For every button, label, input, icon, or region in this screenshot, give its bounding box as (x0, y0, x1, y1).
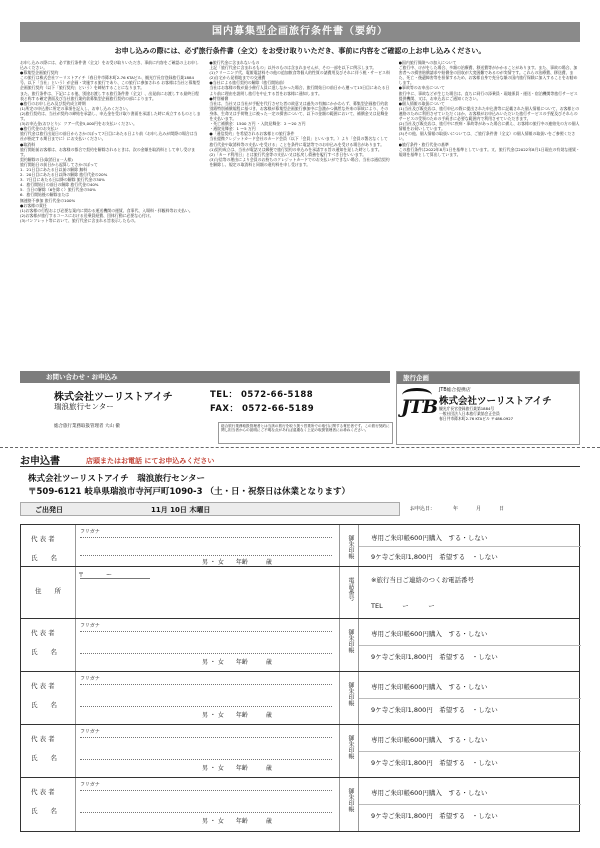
terms-paragraph: (3)パンフレット等において、旅行代金に含まれる旨表示したもの。 (20, 217, 138, 223)
terms-paragraph: ●国内旅行保険への加入について (398, 60, 457, 65)
table-row: 代 表 者 氏 名 フリガナ 男 ・ 女 年齢 歳 御朱印帳 専用ご朱印帳600円購入 する・しない 9ケ寺ご朱印1,800円 希望する ・しない (21, 725, 579, 778)
name-field[interactable]: フリガナ 男 ・ 女 年齢 歳 (76, 525, 339, 566)
tel-number[interactable]: 0572-66-5188 (241, 390, 314, 400)
terms-paragraph: (1)クリーニング代、電報電話料その他の追加飲食等個人的性質の諸費用及びそれに伴う税・サービス料 (209, 70, 390, 76)
terms-paragraph: また、旅行条件は、下記による他、別途お渡しする旅行条件書（全文）、出発前にお渡しする最終日程表と称する確定書面及び当社旅行業約款募集型企画旅行契約の部によります。 (20, 90, 199, 101)
name-field[interactable]: フリガナ 男 ・ 女 年齢 歳 (76, 672, 339, 724)
terms-paragraph: 上記「旅行代金に含まれるもの」以外のものは含まれませんが、その一部を以下に例示します。 (209, 65, 377, 71)
application-table (20, 524, 580, 832)
jtb-logo-icon: JTB (399, 386, 433, 416)
planner-box (396, 371, 580, 445)
departure-date: 11月 10日 木曜日 (151, 506, 211, 514)
contact-branch: 瑞浪旅行センター (54, 402, 114, 411)
name-field[interactable]: フリガナ 男 ・ 女 年齢 歳 (76, 619, 339, 671)
terms-paragraph: 旅行中に、事故などが生じた場合は、直ちに同行の添乗員・現地係員・運送・宿泊機関等旅行サービス提供機関、又は、お申込店にご通知ください。 (398, 90, 578, 101)
manager-text: 総合旅行業務取扱管理者 大山 徹 (54, 424, 120, 429)
terms-paragraph: ●個人情報の取扱について (398, 100, 445, 106)
address-field[interactable]: 〒 ー (76, 567, 339, 618)
terms-paragraph: 2．20日目にあたる日以降の解除 旅行代金の20% (20, 172, 108, 178)
fax-number: 0572-66-5189 (241, 404, 315, 414)
terms-paragraph: ●募集型企画旅行契約 (20, 70, 59, 76)
terms-paragraph: 旅行開始前お客様は、お客様の都合で契約を解除されるときは、次の金額を取消料として申し受けます。 (20, 146, 196, 157)
terms-paragraph: (1)契約成立は、当社が電話又は郵便で旅行契約の申込みを承諾する旨の通知を発した時とします。 (209, 146, 382, 152)
contact-bar: お問い合わせ・お申込み (20, 371, 390, 383)
terms-paragraph: (3)与信等の理由により会員のお持ちのクレジットカードでのお支払いができない場合、当社は通信契約を解除し、規定の取消料と同額の違約料を申し受けます。 (209, 156, 390, 167)
form-address: 〒509-6121 岐阜県瑞浪市寺河戸町1090-3 （土・日・祝祭日は休業となります） (28, 487, 350, 497)
terms-paragraph: ●旅行条件・旅行代金の基準 (398, 141, 449, 147)
terms-paragraph: 契約解除の日(取消日)(一人様) (20, 156, 73, 162)
terms-paragraph: ご旅行中、けがをした場合、多額の治療費、移送費等がかかることがあります。また、事故の場合、加害者への損害賠償請求や賠償金の回収が大変困難であるのが実情です。これらの治療費、移送費、また、死亡・後遺障害等を担保するため、お客様自身で充分な額の国内旅行保険に加入することをお勧めします。 (398, 65, 578, 86)
table-row: 代 表 者 氏 名 フリガナ 男 ・ 女 年齢 歳 御朱印帳 専用ご朱印帳600円購入 する・しない 9ケ寺ご朱印1,800円 希望する ・しない (21, 778, 579, 831)
terms-paragraph: (2)お客様が旅行するコースにおける送乗員経費、団体行動に必要な心付け。 (20, 212, 154, 218)
cut-line (0, 447, 600, 448)
contact-tel[interactable] (210, 388, 313, 400)
terms-paragraph: ●旅行代金のお支払い (20, 126, 59, 132)
terms-paragraph: (3)お申込金(おひとり)：ツアー代金5,000円をお支払いください。 (20, 121, 137, 127)
planner-bar: 旅行企画 (397, 372, 579, 384)
terms-column-1 (20, 60, 201, 370)
terms-paragraph: この旅行は株式会社ツーリストアイチ（春日井市篠木町2-76 KTAビル、観光庁長官登録旅行業1884号、以下「当社」という）が企画・実施する旅行であり、この旅行に参加される お客様は当社と募集型企画旅行契約（以下「旅行契約」という）を締結することになります。 (20, 75, 201, 91)
terms-paragraph: ●「通信契約」を希望されるお客様との旅行条件 (209, 131, 295, 137)
table-row: 代 表 者 氏 名 フリガナ 男 ・ 女 年齢 歳 御朱印帳 専用ご朱印帳600円購入 する・しない 9ケ寺ご朱印1,800円 希望する ・しない (21, 619, 579, 672)
terms-section (20, 60, 580, 370)
terms-paragraph: ●当社による旅行契約の解除（旅行開始前） (209, 80, 287, 86)
terms-paragraph: ●旅行のお申し込み及び契約成立時期 (20, 100, 86, 106)
terms-paragraph: (1)お客様の行程および必要な案内に関わる運送機関の運賃、食事代、入場料・拝観料等お支払い。 (20, 207, 193, 213)
form-company: 株式会社ツーリストアイチ 瑞浪旅行センター (28, 474, 205, 484)
terms-paragraph: 旅行代金は旅行出発日の前日からさかのぼって7日目にあたる日より前（お申し込みが間際の場合は当社が指定する期日までに）にお支払いください。 (20, 131, 198, 142)
terms-paragraph: (3)その他、個人情報の取扱いについては、ご旅行条件書（全文）の個人情報の取扱いをご参照ください。 (398, 131, 576, 142)
contact-fax (210, 402, 314, 414)
table-row: 代 表 者 氏 名 フリガナ 男 ・ 女 年齢 歳 御朱印帳 専用ご朱印帳600円購入 する・しない 9ケ寺ご朱印1,800円 希望する ・しない (21, 525, 579, 567)
terms-paragraph: この旅行条件は2022年8月1日を基準としています。又、旅行代金は2022年8月1日現在の有効な運賃・規則を基準として算出しています。 (398, 146, 580, 157)
terms-paragraph: 3．7日目にあたる日以降の解除 旅行代金の30% (20, 177, 105, 183)
notice-text: お申し込みの際には、必ず旅行条件書（全文）をお受け取りいただき、事前に内容をご確認の上お申し込みください。 (114, 47, 486, 55)
name-field[interactable]: フリガナ 男 ・ 女 年齢 歳 (76, 778, 339, 831)
license-note: 総合旅行業務取扱管理者とは当該の旅行を取り扱う営業所での取引に関する責任者です。この旅行契約に関し担当者からの説明にご不明な点があれば遠慮なく上記の取扱管理者にお尋ねください。 (218, 422, 393, 444)
terms-paragraph: ・死亡補償金：1500 万円 ・入院見舞金：2 〜20 万円 (209, 121, 306, 127)
terms-paragraph: (1)当社及び販売店は、旅行申込の際に提出された申込書等に記載された個人情報について、お客様との連絡のために利用させていただくほか、お客様がお申込みいただいた旅行サービスの手配及びそれらのサービスの受領のための手続きに必要な範囲内で利用させていただきます。 (398, 105, 580, 122)
terms-paragraph: ●お客様の責任 (20, 202, 47, 208)
form-subtitle: 店頭またはお電話 にてお申込みください (86, 457, 215, 465)
terms-paragraph: ・通院見舞金：1 〜5 万円 (209, 126, 256, 132)
terms-paragraph: ●特別補償 (209, 95, 229, 101)
departure-label: ご出発日 (35, 506, 63, 514)
contact-company: 株式会社ツーリストアイチ (54, 392, 173, 403)
departure-box (20, 502, 400, 516)
terms-paragraph: ●事故等のお申出について (398, 85, 445, 91)
terms-column-2 (209, 60, 390, 370)
terms-paragraph: ●旅行代金に含まれないもの (209, 60, 260, 65)
terms-column-3 (399, 60, 580, 370)
form-divider (20, 466, 580, 467)
terms-paragraph: 4．旅行開始日の前日の解除 旅行代金の40% (20, 182, 99, 188)
terms-paragraph: ●取消料 (20, 141, 36, 147)
terms-paragraph: (2)当社及び販売店は、旅行中に疾病・事故等があった場合に備え、お客様の旅行中の連絡先の方の個人情報をお伺いしています。 (398, 121, 580, 132)
table-row-address: 住 所 〒 ー 電話番号 ※旅行当日ご連絡のつくお電話番号 TEL ー ー (21, 567, 579, 619)
terms-paragraph: 無連絡不参加 旅行代金の100% (20, 197, 76, 203)
table-row: 代 表 者 氏 名 フリガナ 男 ・ 女 年齢 歳 御朱印帳 専用ご朱印帳600円購入 する・しない 9ケ寺ご朱印1,800円 希望する ・しない (21, 672, 579, 725)
terms-paragraph: 当社はお客様の数が最小催行人員に達しなかった場合、旅行開始日の前日から遡って13日目にあたる日より前に理由を説明し旅行を中止する旨をお客様に通知します。 (209, 85, 390, 96)
terms-paragraph: (2)「カード利用日」とは旅行代金等の支払い又は払戻し債務を履行すべき日をいいます。 (209, 151, 367, 157)
terms-paragraph: 1．21日目にあたる日以前の解除 無料 (20, 166, 88, 172)
planner-details: 観光庁長官登録旅行業第1884号 一般社団法人日本旅行業協会正会員 春日井市篠木町2-76 KTAビル 〒486-0927 (439, 406, 514, 421)
applied-date[interactable]: お申込日： 年 月 日 (410, 506, 505, 512)
terms-paragraph: 当社提携クレジットカード会社のカード会員（以下「会員」といいます。）より「会員の署名なくして旅行代金や取消料等の支払いを受ける」ことを条件に電話等でのお申込みを受ける場合があります。 (209, 136, 388, 147)
tel-label: TEL： (210, 390, 238, 400)
name-field[interactable]: フリガナ 男 ・ 女 年齢 歳 (76, 725, 339, 777)
terms-paragraph: (1)所定の申込書に所定の事項を記入し、お申し込みください。 (20, 105, 131, 111)
terms-paragraph: 6．旅行開始後の解除または (20, 192, 70, 198)
terms-paragraph: 当社は、当社又は当社が手配を代行させた者の故意又は過失の有無にかかわらず、募集型企画旅行約款別紙特別補償規程に基づき、お客様が募集型企画旅行参加中に急激かつ偶然な外来の事故により、その身体、生命又は手荷物上に被った一定の損害について、以下の金額の範囲において、補償金又は見舞金を支払います。 (209, 100, 389, 122)
terms-paragraph: お申し込みの際には、必ず旅行条件書（全文）をお受け取りいただき、事前に内容をご確認の上お申し込みください。 (20, 60, 199, 71)
page-title: 国内募集型企画旅行条件書（要約） (20, 22, 580, 42)
planner-line1: JTB総合提携店 (439, 388, 471, 393)
terms-paragraph: 旅行開始日の前日から起算してさかのぼって (20, 161, 98, 167)
terms-paragraph: (2)自宅から発着地までの交通費 (209, 75, 266, 81)
fax-label: FAX： (210, 404, 239, 414)
terms-paragraph: (2)旅行契約は、当社が契約の締結を承諾し、申込金を受け取り書面を承諾した時に成立するものとします。 (20, 110, 201, 122)
form-title: お申込書 (20, 456, 60, 467)
planner-company: 株式会社ツーリストアイチ (439, 396, 552, 407)
terms-paragraph: 5．当日の解除（6を除く）旅行代金の50% (20, 187, 96, 193)
